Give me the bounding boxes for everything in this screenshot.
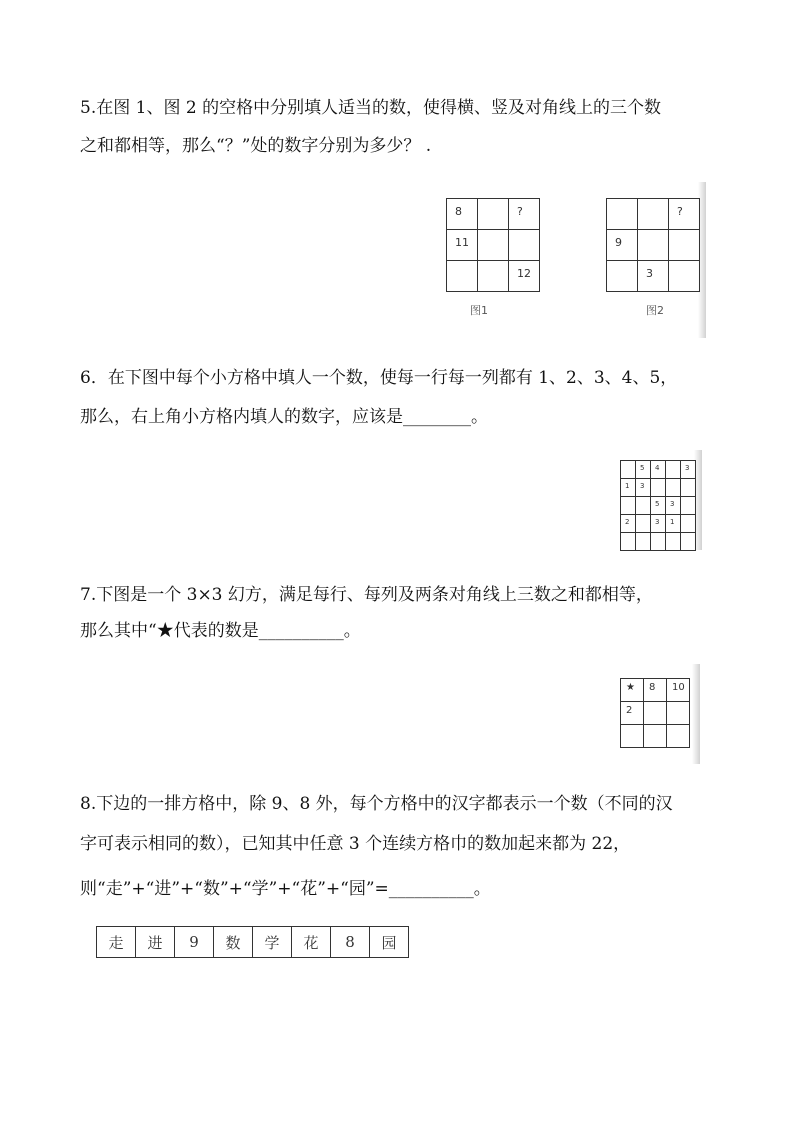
grid-cell <box>666 461 681 479</box>
grid-cell <box>667 702 690 725</box>
q8-character-row-grid <box>96 926 409 958</box>
grid-cell: 3 <box>666 497 681 515</box>
grid-cell <box>669 261 700 292</box>
q5-figure1-grid <box>446 198 540 292</box>
grid-cell <box>669 230 700 261</box>
grid-cell <box>621 533 636 551</box>
grid-cell: 8 <box>331 927 370 958</box>
grid-cell: 学 <box>253 927 292 958</box>
star-icon: ★ <box>621 679 644 702</box>
q7-magic-square-grid <box>620 678 690 748</box>
grid-cell <box>638 199 669 230</box>
grid-cell: 数 <box>214 927 253 958</box>
grid-cell <box>478 199 509 230</box>
grid-cell: 11 <box>447 230 478 261</box>
q8-line2: 字可表示相同的数），已知其中任意 3 个连续方格巾的数加起来都为 22， <box>80 834 631 854</box>
grid-cell <box>636 533 651 551</box>
scan-shadow <box>694 450 702 550</box>
q8-line3: 则“走”+“进”+“数”+“学”+“花”+“园”=__________。 <box>80 879 491 899</box>
grid-cell: 1 <box>666 515 681 533</box>
grid-cell: 2 <box>621 702 644 725</box>
grid-cell: 5 <box>636 461 651 479</box>
q8-line1: 8.下边的一排方格中，除 9、8 外，每个方格中的汉字都表示一个数（不同的汉 <box>80 794 673 814</box>
q5-figure2-grid <box>606 198 700 292</box>
q7-line1: 7.下图是一个 3×3 幻方，满足每行、每列及两条对角线上三数之和都相等， <box>80 585 653 605</box>
grid-cell <box>478 230 509 261</box>
q5-figure1-caption: 图1 <box>470 304 488 317</box>
grid-cell <box>666 533 681 551</box>
grid-cell <box>478 261 509 292</box>
grid-cell <box>607 199 638 230</box>
q5-line1: 5.在图 1、图 2 的空格中分别填人适当的数，使得横、竖及对角线上的三个数 <box>80 98 662 118</box>
grid-cell <box>644 725 667 748</box>
grid-cell <box>666 479 681 497</box>
grid-cell: 5 <box>651 497 666 515</box>
grid-cell: 9 <box>607 230 638 261</box>
grid-cell: 3 <box>681 461 696 479</box>
grid-cell <box>621 461 636 479</box>
grid-cell: 3 <box>651 515 666 533</box>
q7-line2: 那么其中“★代表的数是__________。 <box>80 621 361 641</box>
grid-cell: ? <box>669 199 700 230</box>
grid-cell <box>621 725 644 748</box>
grid-cell: 2 <box>621 515 636 533</box>
grid-cell <box>636 497 651 515</box>
grid-cell: 1 <box>621 479 636 497</box>
grid-cell <box>621 497 636 515</box>
q6-line2: 那么，右上角小方格内填人的数字，应该是________。 <box>80 407 488 427</box>
grid-cell: 10 <box>667 679 690 702</box>
grid-cell: 4 <box>651 461 666 479</box>
grid-cell: 3 <box>638 261 669 292</box>
grid-cell <box>651 479 666 497</box>
grid-cell: ? <box>509 199 540 230</box>
grid-cell: 花 <box>292 927 331 958</box>
grid-cell: 进 <box>136 927 175 958</box>
grid-cell: 8 <box>447 199 478 230</box>
grid-cell <box>638 230 669 261</box>
q5-figure2-caption: 图2 <box>646 304 664 317</box>
q6-latin-square-grid <box>620 460 696 551</box>
grid-cell: 8 <box>644 679 667 702</box>
q5-line2: 之和都相等，那么“？”处的数字分别为多少？ . <box>80 136 432 156</box>
grid-cell <box>667 725 690 748</box>
scan-shadow <box>698 182 706 338</box>
grid-cell: 3 <box>636 479 651 497</box>
grid-cell <box>636 515 651 533</box>
grid-cell <box>644 702 667 725</box>
grid-cell: 12 <box>509 261 540 292</box>
grid-cell <box>607 261 638 292</box>
grid-cell: 园 <box>370 927 409 958</box>
grid-cell <box>447 261 478 292</box>
scan-shadow <box>692 664 700 764</box>
grid-cell: 9 <box>175 927 214 958</box>
grid-cell <box>651 533 666 551</box>
grid-cell <box>509 230 540 261</box>
q6-line1: 6．在下图中每个小方格中填人一个数，使每一行每一列都有 1、2、3、4、5， <box>80 368 678 388</box>
grid-cell: 走 <box>97 927 136 958</box>
